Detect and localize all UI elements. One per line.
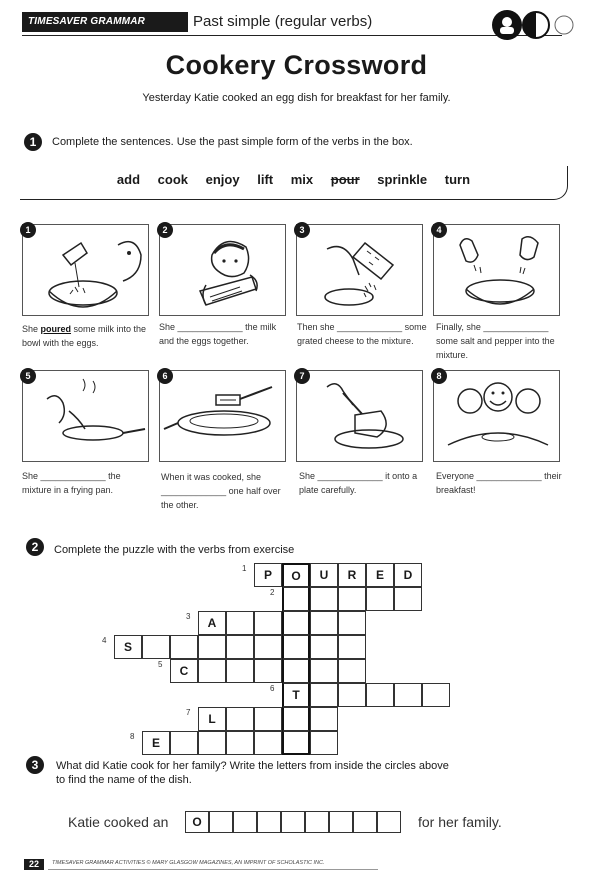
family-eating-illustration [434, 371, 561, 463]
sentence-text: some milk into the bowl with the eggs. [22, 324, 147, 348]
clue-number: 6 [270, 684, 275, 693]
sentence-text: their breakfast! [436, 471, 562, 495]
crossword-cell[interactable] [282, 635, 310, 659]
crossword-cell[interactable] [310, 611, 338, 635]
exercise-2-instruction: Complete the puzzle with the verbs from exercise [54, 544, 295, 556]
answer-cell[interactable] [281, 811, 305, 833]
crossword-cell[interactable] [338, 659, 366, 683]
crossword-cell[interactable] [254, 611, 282, 635]
crossword-cell[interactable] [366, 587, 394, 611]
topic-title: Past simple (regular verbs) [193, 13, 373, 30]
crossword-cell[interactable] [254, 731, 282, 755]
crossword-cell-filled: R [338, 563, 366, 587]
sentence-text: one half over the other. [161, 486, 281, 510]
crossword-cell-filled: U [310, 563, 338, 587]
crossword-cell[interactable] [366, 683, 394, 707]
sentence-5 [22, 469, 152, 497]
picture-2 [159, 224, 286, 316]
crossword-cell[interactable] [226, 731, 254, 755]
clue-number: 7 [186, 708, 191, 717]
crossword-cell-filled: E [366, 563, 394, 587]
exercise-3-number: 3 [26, 756, 44, 774]
crossword-cell[interactable] [142, 635, 170, 659]
footer-copyright: TIMESAVER GRAMMAR ACTIVITIES © MARY GLASGOW MAGAZINES, AN IMPRINT OF SCHOLASTIC INC. [52, 860, 325, 866]
crossword-cell[interactable] [282, 659, 310, 683]
crossword-cell[interactable] [254, 659, 282, 683]
word-list [20, 172, 567, 187]
picture-number: 6 [157, 368, 173, 384]
crossword-cell[interactable] [226, 659, 254, 683]
crossword-cell[interactable] [394, 683, 422, 707]
word-struck: pour [330, 172, 360, 187]
answer-cell[interactable] [209, 811, 233, 833]
crossword-cell-filled: S [114, 635, 142, 659]
crossword-cell[interactable] [198, 635, 226, 659]
picture-7 [296, 370, 423, 462]
crossword-cell[interactable] [282, 707, 310, 731]
crossword-cell[interactable] [310, 659, 338, 683]
picture-number: 7 [294, 368, 310, 384]
sentence-text: it onto a plate carefully. [299, 471, 418, 495]
pouring-milk-illustration [23, 225, 150, 317]
answer-blank[interactable]: _____________ [337, 322, 403, 332]
crossword-cell-filled: D [394, 563, 422, 587]
sentence-1 [22, 322, 152, 350]
sentence-2 [159, 320, 289, 348]
sentence-7 [299, 469, 429, 497]
answer-blank[interactable]: _____________ [476, 471, 542, 481]
word: mix [290, 172, 314, 187]
word: add [116, 172, 141, 187]
sentence-text: Everyone [436, 471, 477, 481]
sentence-text: She [22, 471, 41, 481]
clue-number: 2 [270, 588, 275, 597]
grating-cheese-illustration [297, 225, 424, 317]
sentence-text: the milk and the eggs together. [159, 322, 277, 346]
picture-number: 2 [157, 222, 173, 238]
crossword-cell[interactable] [310, 587, 338, 611]
picture-6 [159, 370, 286, 462]
picture-number: 4 [431, 222, 447, 238]
answer-cell[interactable] [353, 811, 377, 833]
crossword-cell[interactable] [338, 611, 366, 635]
word: sprinkle [377, 172, 428, 187]
crossword-cell[interactable] [310, 635, 338, 659]
sentence-text: some grated cheese to the mixture. [297, 322, 427, 346]
crossword-cell-filled: L [198, 707, 226, 731]
crossword-cell-filled: T [282, 683, 310, 707]
clue-number: 5 [158, 660, 163, 669]
word: lift [257, 172, 274, 187]
lifting-onto-plate-illustration [297, 371, 424, 463]
crossword-cell[interactable] [254, 707, 282, 731]
clue-number: 3 [186, 612, 191, 621]
picture-1 [22, 224, 149, 316]
crossword-cell[interactable] [254, 635, 282, 659]
word: cook [157, 172, 189, 187]
picture-number: 3 [294, 222, 310, 238]
exercise-2-number: 2 [26, 538, 44, 556]
word: enjoy [205, 172, 240, 187]
picture-number: 8 [431, 368, 447, 384]
mixing-illustration [160, 225, 287, 317]
crossword-cell[interactable] [282, 587, 310, 611]
sentence-6 [161, 470, 291, 512]
exercise-1-number: 1 [24, 133, 42, 151]
answer-blank[interactable]: _____________ [161, 486, 227, 496]
crossword-cell[interactable] [338, 587, 366, 611]
header-rule [22, 35, 562, 36]
crossword-cell[interactable] [226, 635, 254, 659]
crossword-cell[interactable] [282, 731, 310, 755]
crossword-cell-filled: A [198, 611, 226, 635]
word-box [20, 166, 568, 200]
crossword-cell[interactable] [310, 731, 338, 755]
crossword-cell[interactable] [282, 611, 310, 635]
clue-number: 1 [242, 564, 247, 573]
sentence-8 [436, 469, 566, 497]
answer-cell[interactable] [329, 811, 353, 833]
crossword-cell-filled: P [254, 563, 282, 587]
footer-rule [48, 869, 378, 870]
series-badge: TIMESAVER GRAMMAR ACTIVITIES [22, 12, 188, 32]
sentence-text: Finally, she [436, 322, 484, 332]
page-subtitle: Yesterday Katie cooked an egg dish for breakfast for her family. [142, 92, 451, 104]
sentence-text: some salt and pepper into the mixture. [436, 336, 555, 360]
crossword-cell[interactable] [198, 659, 226, 683]
crossword-cell[interactable] [338, 683, 366, 707]
crossword-cell[interactable] [310, 707, 338, 731]
picture-3 [296, 224, 423, 316]
crossword-cell[interactable] [226, 611, 254, 635]
crossword-cell-filled: C [170, 659, 198, 683]
answer-prefix: Katie cooked an [68, 814, 169, 830]
crossword-cell[interactable] [170, 731, 198, 755]
sentence-text: She [22, 324, 41, 334]
word: turn [444, 172, 471, 187]
sentence-text: the mixture in a frying pan. [22, 471, 121, 495]
sentence-4 [436, 320, 566, 362]
level-icons [490, 8, 574, 42]
clue-number: 8 [130, 732, 135, 741]
answer-suffix: for her family. [418, 814, 502, 830]
crossword-cell[interactable] [422, 683, 450, 707]
exercise-3-instruction [56, 759, 449, 787]
crossword-cell-filled: O [282, 563, 310, 587]
answer-cell[interactable] [257, 811, 281, 833]
example-answer: poured [40, 324, 72, 334]
answer-blank[interactable]: _____________ [177, 322, 243, 332]
instruction-line: to find the name of the dish. [56, 774, 192, 786]
crossword-cell-filled: E [142, 731, 170, 755]
sentence-text: She [159, 322, 178, 332]
answer-blank[interactable]: _____________ [483, 322, 549, 332]
sentence-text: When it was cooked, she [161, 472, 262, 482]
answer-cell-filled: O [185, 811, 209, 833]
crossword-cell[interactable] [198, 731, 226, 755]
sentence-text: Then she [297, 322, 338, 332]
frying-pan-illustration [23, 371, 150, 463]
answer-cell[interactable] [305, 811, 329, 833]
answer-blank[interactable]: _____________ [40, 471, 106, 481]
answer-cell[interactable] [377, 811, 401, 833]
crossword-cell[interactable] [310, 683, 338, 707]
answer-cell[interactable] [233, 811, 257, 833]
sentence-text: She [299, 471, 318, 481]
folding-omelette-illustration [160, 371, 287, 463]
page-number: 22 [24, 859, 44, 870]
crossword-cell[interactable] [226, 707, 254, 731]
picture-number: 5 [20, 368, 36, 384]
answer-blank[interactable]: _____________ [317, 471, 383, 481]
sentence-3 [297, 320, 427, 348]
page-title: Cookery Crossword [165, 50, 428, 80]
picture-5 [22, 370, 149, 462]
picture-8 [433, 370, 560, 462]
instruction-line: What did Katie cook for her family? Write the letters from inside the circles above [56, 760, 449, 772]
picture-4 [433, 224, 560, 316]
clue-number: 4 [102, 636, 107, 645]
salt-pepper-illustration [434, 225, 561, 317]
picture-number: 1 [20, 222, 36, 238]
crossword-cell[interactable] [394, 587, 422, 611]
crossword-cell[interactable] [338, 635, 366, 659]
crossword-cell[interactable] [170, 635, 198, 659]
exercise-1-instruction: Complete the sentences. Use the past simple form of the verbs in the box. [52, 136, 413, 148]
